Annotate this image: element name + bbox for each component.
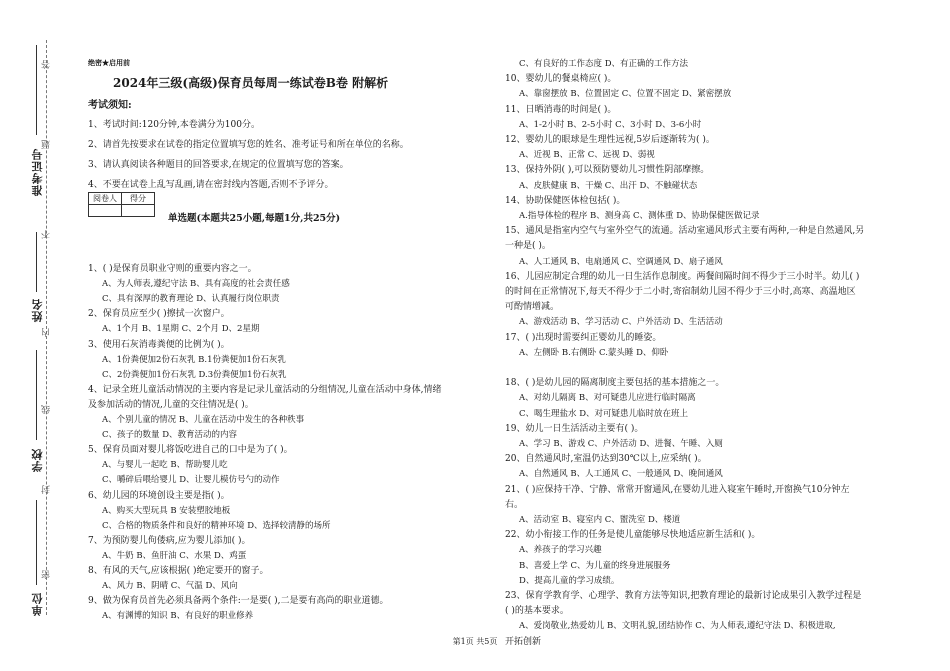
answer-options: A、有渊博的知识 B、有良好的职业修养 — [102, 611, 254, 622]
answer-options: A、风力 B、阴晴 C、气温 D、风向 — [102, 581, 238, 592]
question-text: 19、幼儿一日生活活动主要有( )。 — [505, 423, 644, 434]
question-text: 17、( )出现时需要纠正婴幼儿的睡姿。 — [505, 332, 662, 343]
answer-options: A、靠窗摆放 B、位置固定 C、位置不固定 D、紧密摆放 — [519, 89, 732, 100]
school-field-line — [36, 350, 37, 440]
seal-mark: 密 — [42, 570, 52, 579]
answer-options: A、1份粪便加2份石灰乳 B.1份粪便加1份石灰乳 — [102, 354, 286, 365]
answer-options: A、人工通风 B、电扇通风 C、空调通风 D、扇子通风 — [519, 256, 723, 267]
question-text: 22、幼小衔接工作的任务是使儿童能够尽快地适应新生活和( )。 — [505, 530, 761, 541]
seal-mark: 内 — [42, 328, 52, 337]
score-box — [88, 192, 155, 217]
notice-item: 1、考试时间:120分钟,本卷满分为100分。 — [88, 120, 260, 130]
answer-options: A、学习 B、游戏 C、户外活动 D、进餐、午睡、入厕 — [519, 439, 723, 449]
question-text: 7、为预防婴儿佝偻病,应为婴儿添加( )。 — [88, 535, 251, 546]
answer-options: A、1个月 B、1星期 C、2个月 D、2星期 — [102, 324, 260, 335]
question-text: 可酌情增减。 — [505, 302, 560, 313]
seal-mark: 封 — [42, 485, 52, 494]
question-text: 的时间在正常情况下,每天不得少于二小时,寄宿制幼儿园不得少于三小时,高寒、高温地区 — [505, 287, 856, 297]
question-text: 5、保育员面对婴儿将饭吃进自己的口中是为了( )。 — [88, 445, 293, 456]
question-text: 15、通风是指室内空气与室外空气的流通。活动室通风形式主要有两种,一种是自然通风,另 — [505, 226, 865, 237]
question-text: 12、婴幼儿的眼球是生理性远视,5岁后逐渐转为( )。 — [505, 135, 715, 145]
answer-options: A、自然通风 B、人工通风 C、一般通风 D、晚间通风 — [519, 469, 723, 480]
answer-options: A、与婴儿一起吃 B、帮助婴儿吃 — [102, 460, 228, 471]
answer-options: C、喝生理盐水 D、对可疑患儿临时放在班上 — [519, 408, 689, 419]
notice-item: 3、请认真阅读各种题目的回答要求,在规定的位置填写您的答案。 — [88, 160, 349, 170]
binding-gutter — [0, 0, 72, 671]
score-box-cell — [89, 205, 122, 217]
answer-options: A、左侧卧 B.右侧卧 C.蒙头睡 D、仰卧 — [519, 347, 669, 358]
question-text: 16、儿园应制定合理的幼儿一日生活作息制度。两餐间隔时间不得少于三小时半。幼儿( ) — [505, 271, 860, 282]
notice-item: 2、请首先按要求在试卷的指定位置填写您的姓名、准考证号和所在单位的名称。 — [88, 140, 409, 150]
answer-options: B、喜爱上学 C、为儿童的终身进展服务 — [519, 560, 671, 571]
question-text: 4、记录全班儿童活动情况的主要内容是记录儿童活动的分组情况,儿童在活动中身体,情绪 — [88, 384, 442, 395]
answer-options: C、有良好的工作态度 D、有正确的工作方法 — [519, 59, 689, 69]
name-field-line — [36, 232, 37, 292]
question-text: 23、保育学教育学、心理学、教育方法等知识,把教育理论的最新讨论成果引入教学过程是 — [505, 591, 862, 601]
question-text: 9、做为保育员首先必须具备两个条件:一是要( ),二是要有高尚的职业道德。 — [88, 596, 389, 607]
answer-options: C、2份粪便加1份石灰乳 D.3份粪便加1份石灰乳 — [102, 369, 287, 380]
question-text: ( )的基本要求。 — [505, 606, 569, 617]
question-text: 及参加活动的情况,儿童的交往情况是( )。 — [88, 399, 254, 410]
section-heading: 单选题(本题共25小题,每题1分,共25分) — [168, 213, 341, 224]
answer-options: A、活动室 B、寝室内 C、盥洗室 D、楼道 — [519, 515, 681, 525]
label-school: 学校 — [31, 448, 44, 472]
answer-options: A、1-2小时 B、2-5小时 C、3小时 D、3-6小时 — [519, 119, 702, 130]
unit-field-line — [36, 500, 37, 585]
answer-options: C、合格的物质条件和良好的精神环境 D、选择较清静的场所 — [102, 520, 331, 531]
question-text: 21、( )应保持干净、宁静、常常开窗通风,在婴幼儿进入寝室午睡时,开窗换气10分钟左 — [505, 484, 850, 495]
question-text: 一种是( )。 — [505, 241, 551, 252]
answer-options: A、对幼儿隔离 B、对可疑患儿应进行临时隔离 — [519, 393, 696, 404]
seal-mark: 答 — [42, 60, 52, 69]
answer-options: C、嚼碎后喂给婴儿 D、让婴儿模仿号勺的动作 — [102, 475, 280, 486]
answer-options: C、孩子的数量 D、教育活动的内容 — [102, 430, 238, 441]
paper-title: 2024年三级(高级)保育员每周一练试卷B卷 附解析 — [113, 76, 389, 90]
question-text: 开拓创新 — [505, 636, 542, 647]
question-text: 8、有风的天气,应该根据( )绝定要开的窗子。 — [88, 566, 269, 576]
question-text: 2、保育员应至少( )擦拭一次窗户。 — [88, 309, 230, 320]
question-text: 11、日晒消毒的时间是( )。 — [505, 104, 617, 115]
score-box-score: 得分 — [122, 193, 155, 205]
exam-number-field-line — [36, 45, 37, 135]
score-box-reviewer: 阅卷人 — [89, 193, 122, 205]
seal-mark: 不 — [42, 230, 52, 239]
question-text: 20、自然通风时,室温仍达到30℃以上,应采纳( )。 — [505, 454, 707, 465]
answer-options: A、皮肤健康 B、干燥 C、出汗 D、不触碰状态 — [519, 180, 698, 191]
answer-options: A、养孩子的学习兴趣 — [519, 545, 602, 556]
label-unit: 单位 — [31, 592, 44, 616]
answer-options: A、为人师表,遵纪守法 B、具有高度的社会责任感 — [102, 279, 290, 290]
answer-options: A.指导体检的程序 B、测身高 C、测体重 D、协助保健医做记录 — [519, 211, 760, 221]
question-text: 18、( )是幼儿园的隔离制度主要包括的基本措施之一。 — [505, 378, 725, 389]
answer-options: A、购买大型玩具 B 安装塑胶地板 — [102, 505, 231, 516]
notice-title: 考试须知: — [88, 100, 132, 111]
answer-options: A、个别儿童的情况 B、儿童在活动中发生的各种秩事 — [102, 415, 305, 425]
answer-options: A、爱岗敬业,热爱幼儿 B、文明礼貌,团结协作 C、为人师表,遵纪守法 D、积极进取, — [519, 621, 836, 632]
score-box-cell — [122, 205, 155, 217]
answer-options: A、牛奶 B、鱼肝油 C、水果 D、鸡蛋 — [102, 550, 247, 561]
seal-mark: 线 — [42, 405, 52, 414]
question-text: 1、( )是保育员职业守则的重要内容之一。 — [88, 264, 257, 274]
secret-label: 绝密★启用前 — [88, 58, 130, 67]
question-text: 6、幼儿园的环境创设主要是指( )。 — [88, 490, 230, 501]
label-name: 姓名 — [31, 298, 44, 322]
answer-options: D、提高儿童的学习成绩。 — [519, 575, 620, 586]
answer-options: A、游戏活动 B、学习活动 C、户外活动 D、生活活动 — [519, 317, 723, 328]
page-footer: 第1页 共5页 — [452, 637, 498, 646]
question-text: 10、婴幼儿的餐桌椅应( )。 — [505, 74, 617, 85]
answer-options: C、具有深厚的教育理论 D、认真履行岗位职责 — [102, 294, 280, 305]
answer-options: A、近视 B、正常 C、远视 D、弱视 — [519, 150, 655, 161]
question-text: 3、使用石灰消毒粪便的比例为( )。 — [88, 339, 230, 350]
question-text: 13、保持外阴( ),可以预防婴幼儿习惯性阴部摩擦。 — [505, 165, 710, 176]
question-text: 14、协助保健医体检包括( )。 — [505, 195, 626, 206]
notice-item: 4、不要在试卷上乱写乱画,请在密封线内答题,否则不予评分。 — [88, 180, 334, 190]
label-exam-number: 准考证号 — [31, 148, 44, 196]
question-text: 右。 — [505, 499, 524, 510]
seal-mark: 题 — [42, 140, 52, 149]
